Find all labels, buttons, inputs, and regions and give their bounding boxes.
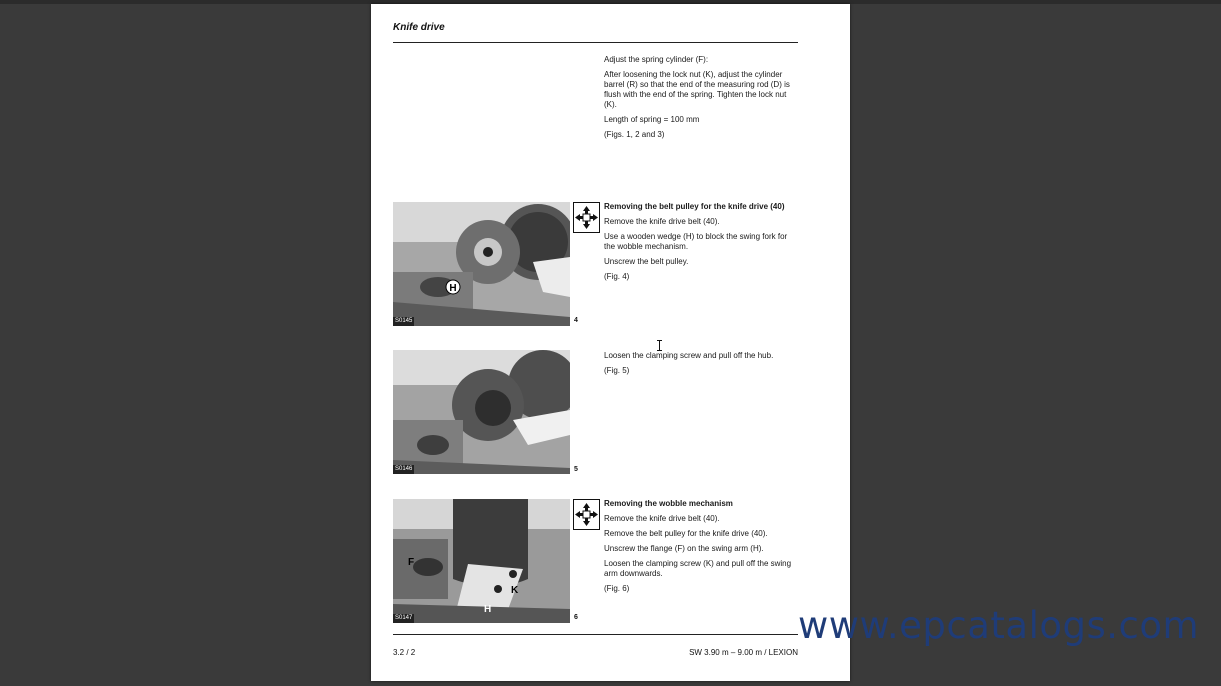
section-heading: Removing the belt pulley for the knife drive (40) xyxy=(604,202,785,211)
text-line: (Fig. 6) xyxy=(604,584,630,593)
text-line: Loosen the clamping screw (K) and pull off the swing arm downwards. xyxy=(604,559,792,578)
watermark-text: www.epcatalogs.com xyxy=(798,604,1200,647)
text-line: Remove the knife drive belt (40). xyxy=(604,217,720,226)
text-line: Remove the belt pulley for the knife drive (40). xyxy=(604,529,768,538)
text-line: Loosen the clamping screw and pull off the hub. xyxy=(604,351,774,360)
figure-4-photo xyxy=(393,202,570,326)
text-line: Length of spring = 100 mm xyxy=(604,115,700,124)
figure-number: 6 xyxy=(574,614,578,621)
document-reference: SW 3.90 m – 9.00 m / LEXION xyxy=(689,648,798,657)
page-number: 3.2 / 2 xyxy=(393,648,416,657)
text-line: Remove the knife drive belt (40). xyxy=(604,514,720,523)
footer-divider xyxy=(393,634,798,635)
figure-6-image xyxy=(393,499,570,623)
tool-arrows-icon xyxy=(573,202,600,233)
photo-code: S0146 xyxy=(395,466,413,472)
section-loosen-clamping-screw xyxy=(604,351,794,381)
photo-label-h: H xyxy=(449,283,457,294)
photo-label-h: H xyxy=(484,604,492,615)
figure-6-photo xyxy=(393,499,570,623)
photo-label-f: F xyxy=(408,557,415,568)
section-remove-belt-pulley xyxy=(604,202,794,287)
text-line: Unscrew the flange (F) on the swing arm (H). xyxy=(604,544,764,553)
photo-code: S0147 xyxy=(395,615,413,621)
figure-5-image xyxy=(393,350,570,474)
section-heading: Removing the wobble mechanism xyxy=(604,499,733,508)
section-spring-cylinder xyxy=(604,55,794,145)
text-line: Adjust the spring cylinder (F): xyxy=(604,55,709,64)
page-header-title: Knife drive xyxy=(393,22,445,33)
text-line: Use a wooden wedge (H) to block the swing fork for the wobble mechanism. xyxy=(604,232,788,251)
figure-number: 4 xyxy=(574,317,578,324)
photo-code: S0145 xyxy=(395,318,413,324)
figure-4-image xyxy=(393,202,570,326)
photo-label-k: K xyxy=(511,585,519,596)
figure-5-photo xyxy=(393,350,570,474)
text-line: (Fig. 4) xyxy=(604,272,630,281)
tool-arrows-icon xyxy=(573,499,600,530)
text-line: Unscrew the belt pulley. xyxy=(604,257,689,266)
text-line: (Fig. 5) xyxy=(604,366,630,375)
text-cursor-icon xyxy=(659,340,660,351)
document-page xyxy=(371,4,850,681)
header-divider xyxy=(393,42,798,43)
figure-number: 5 xyxy=(574,466,578,473)
text-line: (Figs. 1, 2 and 3) xyxy=(604,130,665,139)
section-remove-wobble-mechanism xyxy=(604,499,794,599)
text-line: After loosening the lock nut (K), adjust the cylinder barrel (R) so that the end of the measuring rod (D) is flush with the end of the spring. Tighten the lock nut (K). xyxy=(604,70,790,109)
